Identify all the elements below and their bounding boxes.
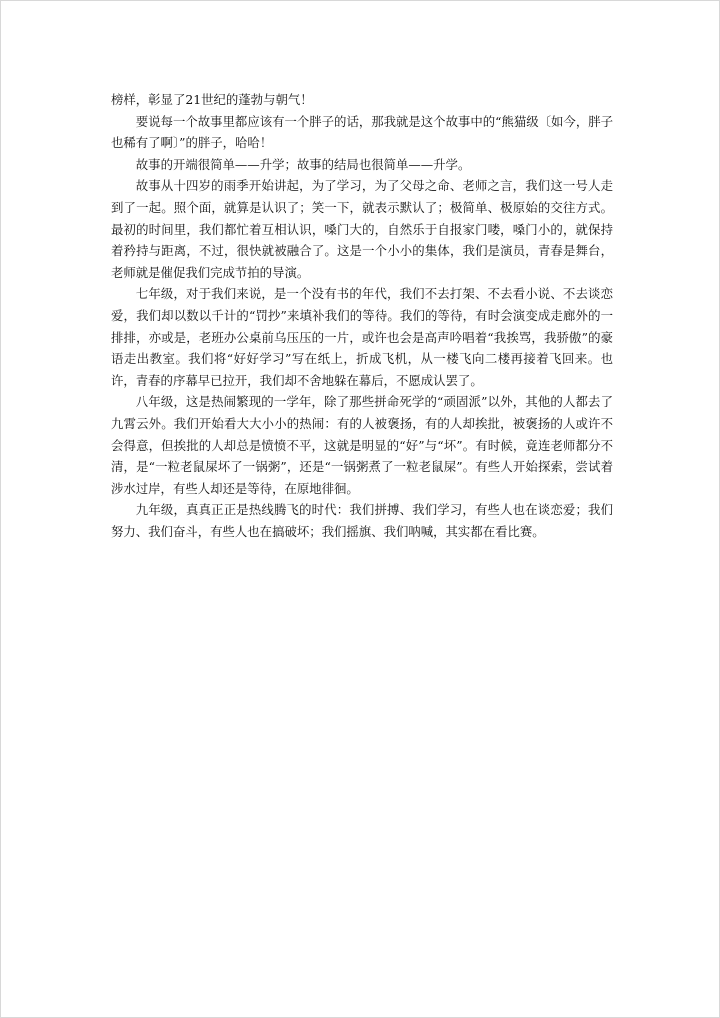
paragraph: 八年级，这是热闹繁现的一学年，除了那些拼命死学的“顽固派”以外，其他的人都去了九霄云外。我们开始看大大小小的热闹：有的人被褒扬，有的人却挨批，被褒扬的人或许不会得意，但挨批的人却总是愤愤不平，这就是明显的“好”与“坏”。有时候，竟连老师都分不清，是“一粒老鼠屎坏了一锅粥”，还是“一锅粥煮了一粒老鼠屎”。有些人开始探索，尝试着涉水过岸，有些人却还是等待，在原地徘徊。 <box>111 394 613 496</box>
paragraph: 故事的开端很简单——升学；故事的结局也很简单——升学。 <box>135 156 471 172</box>
paragraph: 要说每一个故事里都应该有一个胖子的话，那我就是这个故事中的“熊猫级〔如今，胖子也稀有了啊〕”的胖子，哈哈！ <box>111 113 613 151</box>
paragraph: 七年级，对于我们来说，是一个没有书的年代，我们不去打架、不去看小说、不去谈恋爱，我们却以数以千计的“罚抄”来填补我们的等待。我们的等待，有时会演变成走廊外的一排排，亦或是，老班办公桌前乌压压的一片，或许也会是高声吟唱着“我挨骂，我骄傲”的豪语走出教室。我们将“好好学习”写在纸上，折成飞机，从一楼飞向二楼再接着飞回来。也许，青春的序幕早已拉开，我们却不舍地躲在幕后，不愿成认罢了。 <box>111 286 613 388</box>
paragraph: 九年级，真真正正是热线腾飞的时代：我们拼搏、我们学习，有些人也在谈恋爱；我们努力、我们奋斗，有些人也在搞破坏；我们摇旗、我们呐喊，其实都在看比赛。 <box>111 502 613 539</box>
document-body <box>111 89 613 542</box>
paragraph: 故事从十四岁的雨季开始讲起，为了学习，为了父母之命、老师之言，我们这一号人走到了一起。照个面，就算是认识了；笑一下，就表示默认了；极简单、极原始的交往方式。最初的时间里，我们都忙着互相认识，嗓门大的，自然乐于自报家门喽，嗓门小的，就保持着矜持与距离，不过，很快就被融合了。这是一个小小的集体，我们是演员，青春是舞台，老师就是催促我们完成节拍的导演。 <box>111 178 613 280</box>
paragraph-continuation: 榜样，彰显了21世纪的蓬勃与朝气！ <box>111 92 313 107</box>
